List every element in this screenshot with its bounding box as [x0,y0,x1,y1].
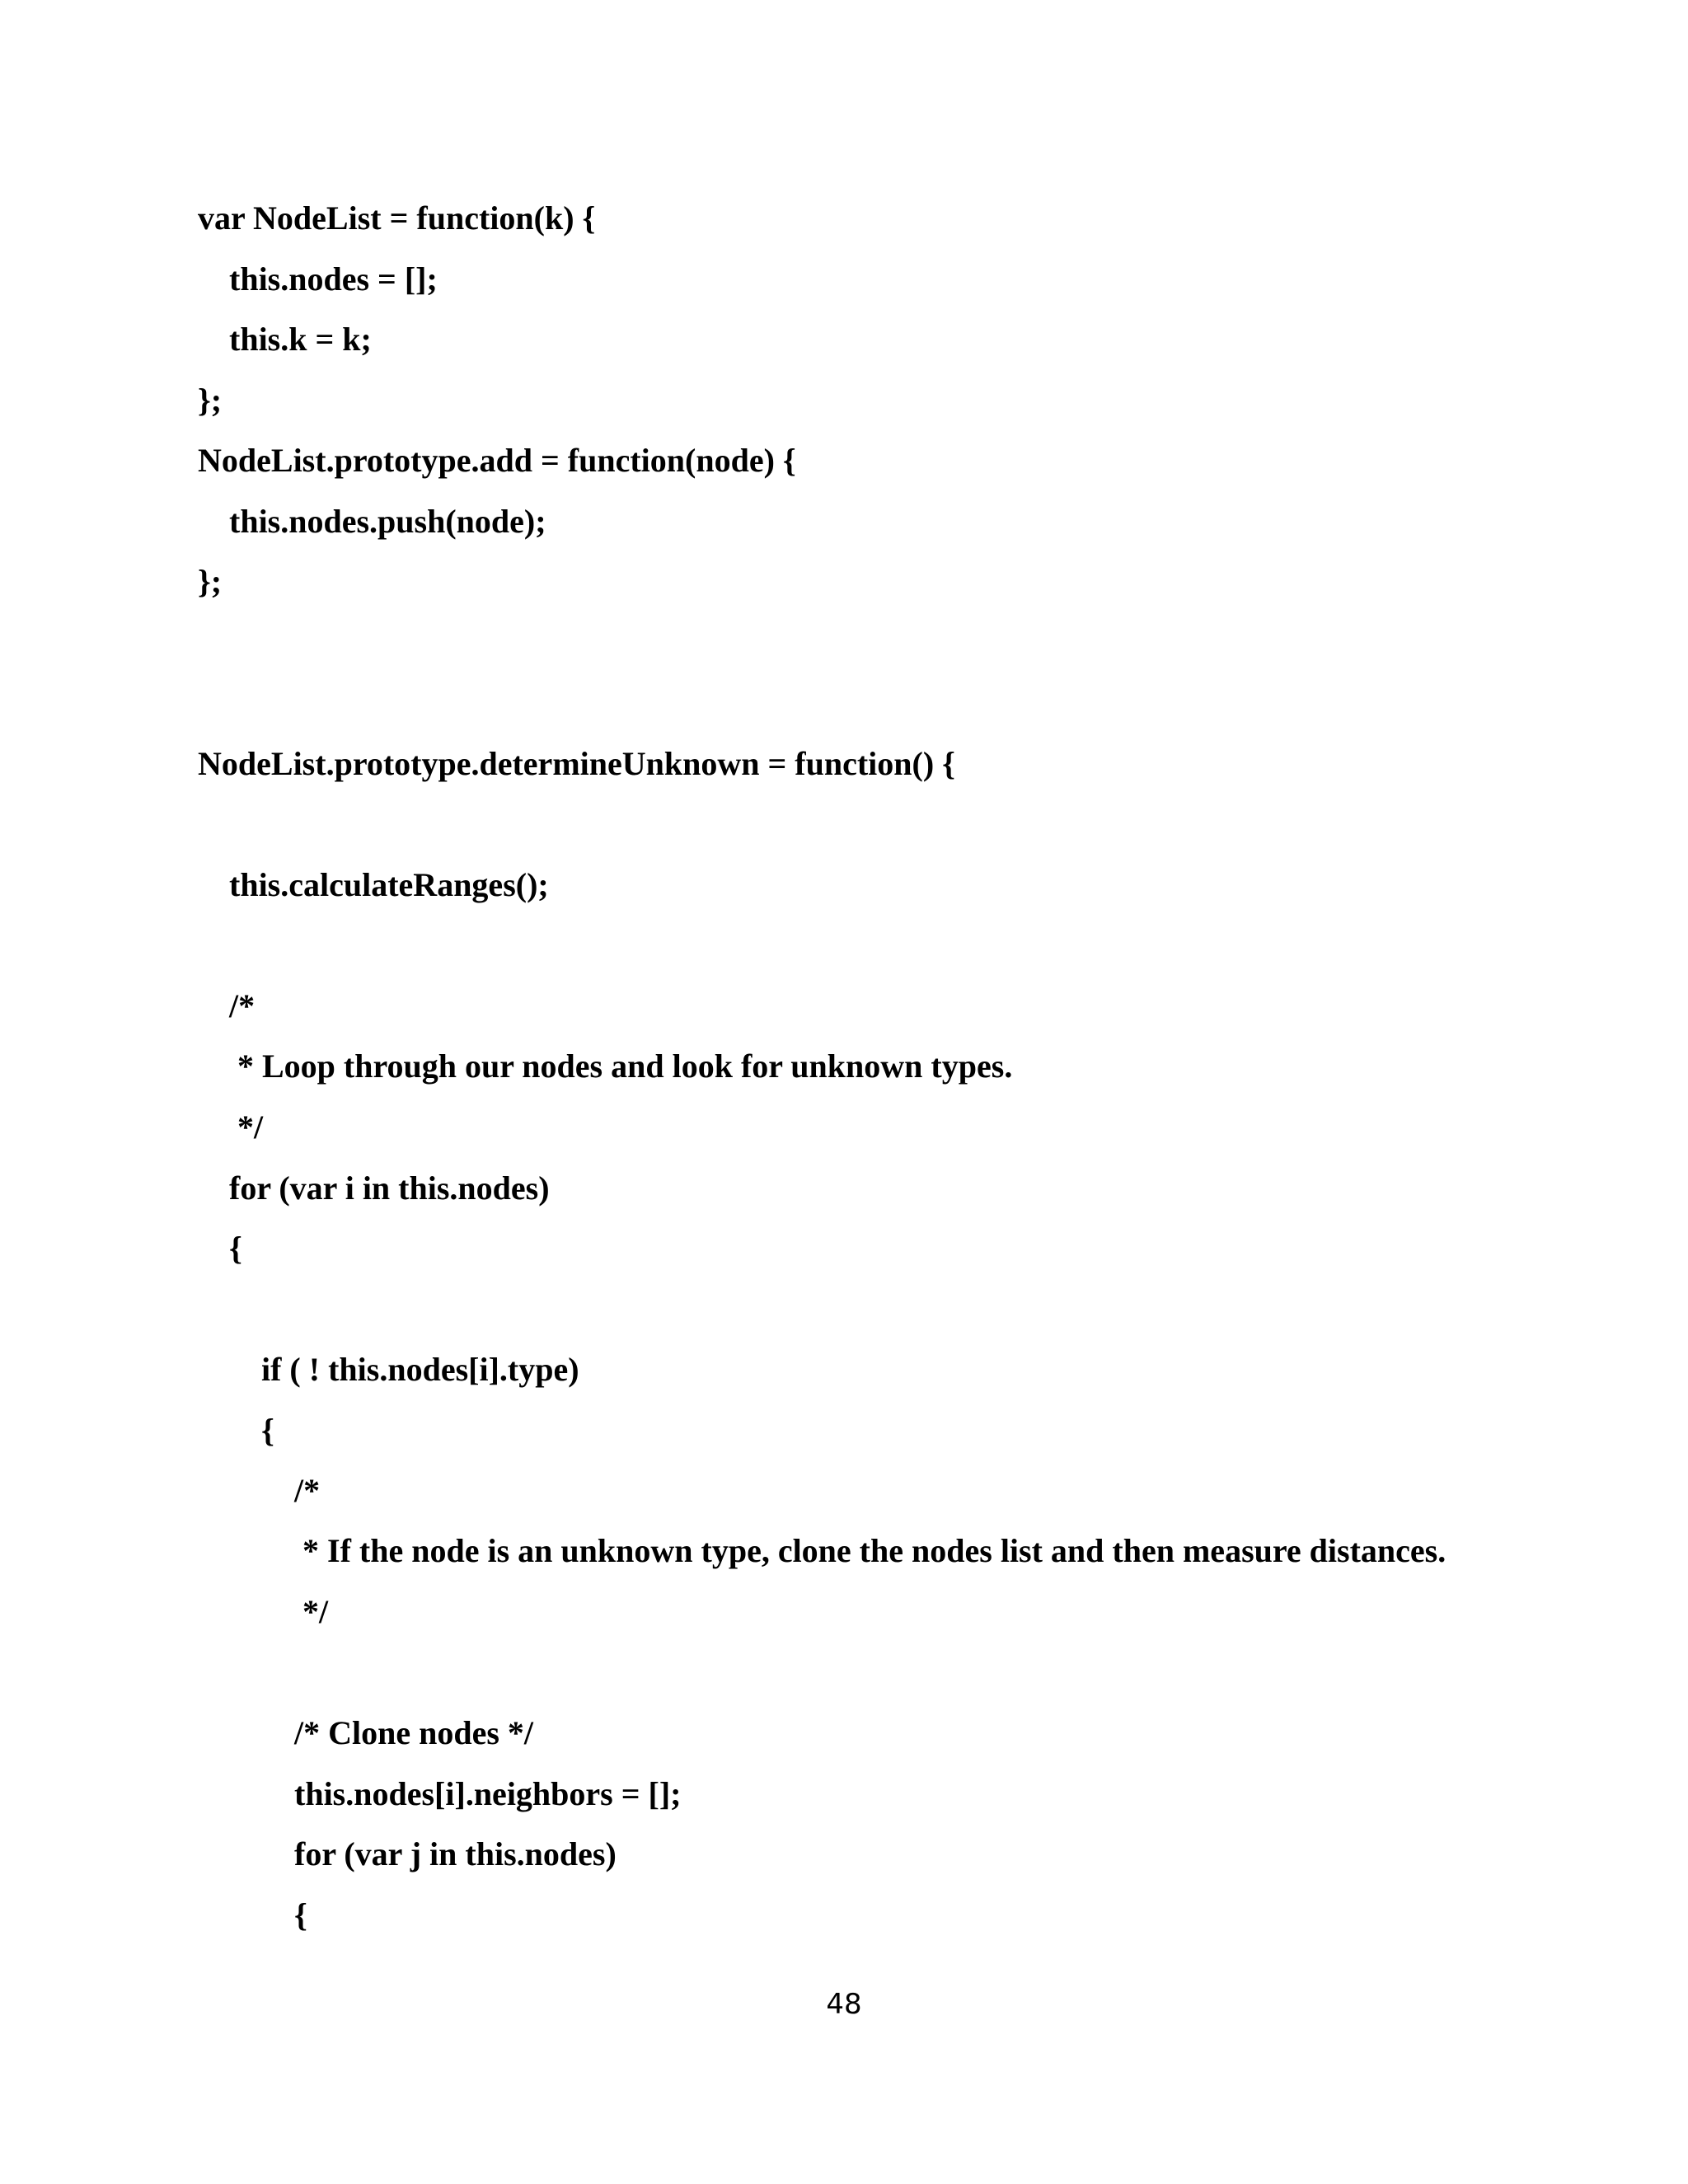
code-line: this.nodes[i].neighbors = []; [294,1775,682,1812]
code-line: this.nodes.push(node); [229,503,546,540]
code-line: for (var j in this.nodes) [294,1835,617,1872]
code-line: }; [198,563,223,600]
code-line: /* [229,987,256,1024]
code-line: this.k = k; [229,321,372,358]
code-line: if ( ! this.nodes[i].type) [261,1351,579,1388]
code-line: /* [294,1472,321,1509]
code-line: this.calculateRanges(); [229,866,549,903]
page-number: 48 [826,1988,862,2021]
code-line: for (var i in this.nodes) [229,1169,550,1207]
code-line: { [294,1896,307,1933]
code-line: /* Clone nodes */ [294,1714,534,1751]
code-line: this.nodes = []; [229,260,438,298]
code-line: NodeList.prototype.determineUnknown = function() { [198,745,955,782]
code-line: * Loop through our nodes and look for unknown types. [229,1047,1013,1085]
code-line: { [229,1230,242,1267]
code-line: { [261,1412,274,1449]
code-line: */ [294,1593,329,1630]
code-line: var NodeList = function(k) { [198,199,596,237]
code-line: }; [198,382,223,419]
code-line: NodeList.prototype.add = function(node) { [198,442,796,479]
code-line: */ [229,1108,264,1146]
code-line: * If the node is an unknown type, clone the nodes list and then measure distances. [294,1532,1447,1569]
